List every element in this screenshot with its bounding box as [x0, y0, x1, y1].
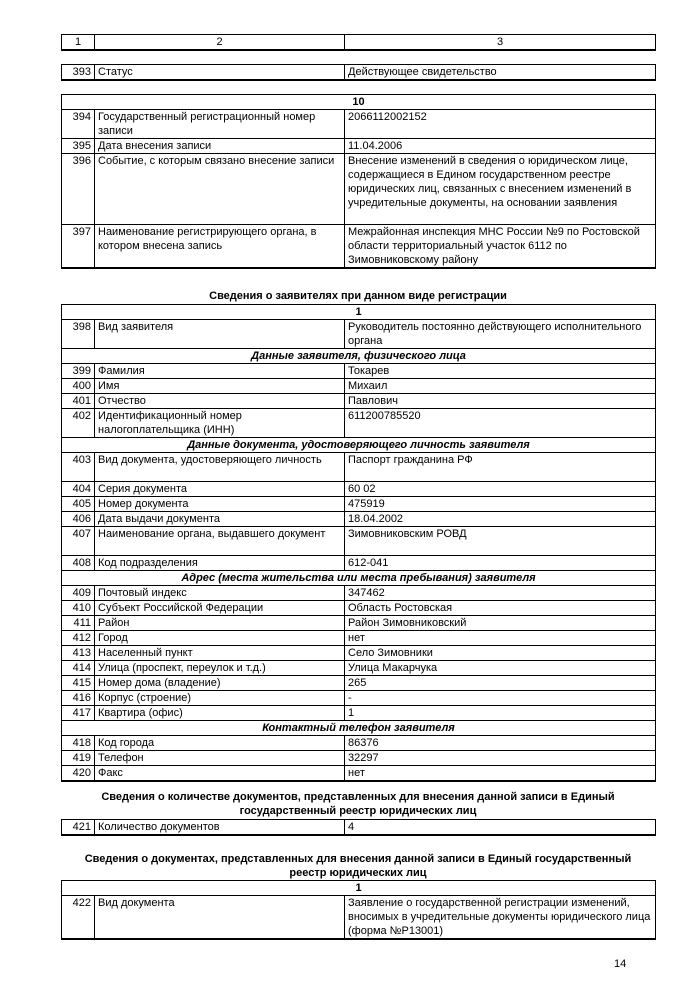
table-row: 397 Наименование регистрирующего органа, в котором внесена запись Межрайонная инспекция МНС России №9 по Ростовской области территориальный участок 6112 по Зимовниковскому району: [62, 225, 656, 269]
table-row: 401 Отчество Павлович: [62, 394, 656, 409]
documents-col-title: 1: [62, 881, 656, 896]
table-row: 420 Факс нет: [62, 766, 656, 782]
doc-count-heading: Сведения о количестве документов, представленных для внесения данной записи в Единый государственный реестр юридических лиц: [101, 791, 615, 817]
table-row: 398 Вид заявителя Руководитель постоянно действующего исполнительного органа: [62, 320, 656, 349]
applicants-col-title: 1: [62, 305, 656, 320]
table-row: 394 Государственный регистрационный номер записи 2066112002152: [62, 110, 656, 139]
documents-heading: Сведения о документах, представленных для внесения данной записи в Единый государственный реестр юридических лиц: [84, 853, 632, 879]
applicants-table: [61, 304, 656, 782]
row-value: Действующее свидетельство: [345, 65, 656, 81]
table-row: 417 Квартира (офис) 1: [62, 706, 656, 721]
table-row: 422 Вид документа Заявление о государственной регистрации изменений, вносимых в учредительные документы юридического лица (форма №Р13001): [62, 896, 656, 940]
table-row: 419 Телефон 32297: [62, 751, 656, 766]
col-2-header: 2: [95, 35, 345, 51]
section-document: Данные документа, удостоверяющего личность заявителя: [62, 438, 656, 453]
record-table: [61, 94, 656, 269]
table-row: 400 Имя Михаил: [62, 379, 656, 394]
col-3-header: 3: [345, 35, 656, 51]
documents-table: [61, 880, 656, 940]
row-label: Статус: [95, 65, 345, 81]
column-header-table: [61, 34, 656, 51]
table-row: 403 Вид документа, удостоверяющего личность Паспорт гражданина РФ: [62, 453, 656, 482]
table-row: [62, 65, 656, 81]
table-row: 412 Город нет: [62, 631, 656, 646]
row-number: 393: [62, 65, 95, 81]
doc-count-table: [61, 819, 656, 836]
section-person: Данные заявителя, физического лица: [62, 349, 656, 364]
table-row: 395 Дата внесения записи 11.04.2006: [62, 139, 656, 154]
section-phone: Контактный телефон заявителя: [62, 721, 656, 736]
table-row: 404 Серия документа 60 02: [62, 482, 656, 497]
applicants-heading: Сведения о заявителях при данном виде регистрации: [209, 290, 507, 302]
section-address: Адрес (места жительства или места пребывания) заявителя: [62, 571, 656, 586]
record-title: 10: [62, 95, 656, 110]
table-row: 418 Код города 86376: [62, 736, 656, 751]
table-row: 414 Улица (проспект, переулок и т.д.) Улица Макарчука: [62, 661, 656, 676]
table-row: 409 Почтовый индекс 347462: [62, 586, 656, 601]
page-number: 14: [614, 958, 627, 970]
table-row: 402 Идентификационный номер налогоплательщика (ИНН) 611200785520: [62, 409, 656, 438]
table-row: 410 Субъект Российской Федерации Область Ростовская: [62, 601, 656, 616]
table-row: 407 Наименование органа, выдавшего документ Зимовниковским РОВД: [62, 527, 656, 556]
table-row: 411 Район Район Зимовниковский: [62, 616, 656, 631]
table-row: 396 Событие, с которым связано внесение записи Внесение изменений в сведения о юридическом лице, содержащиеся в Едином государственном реестре юридических лиц, связанных с внесением изменений в учредительные документы, на основании заявления: [62, 154, 656, 225]
table-row: 408 Код подразделения 612-041: [62, 556, 656, 571]
table-row: 405 Номер документа 475919: [62, 497, 656, 512]
status-table: [61, 64, 656, 81]
table-row: 415 Номер дома (владение) 265: [62, 676, 656, 691]
table-row: 416 Корпус (строение) -: [62, 691, 656, 706]
table-row: 399 Фамилия Токарев: [62, 364, 656, 379]
col-1-header: 1: [62, 35, 95, 51]
table-row: 421 Количество документов 4: [62, 820, 656, 836]
table-row: 406 Дата выдачи документа 18.04.2002: [62, 512, 656, 527]
table-row: 413 Населенный пункт Село Зимовники: [62, 646, 656, 661]
